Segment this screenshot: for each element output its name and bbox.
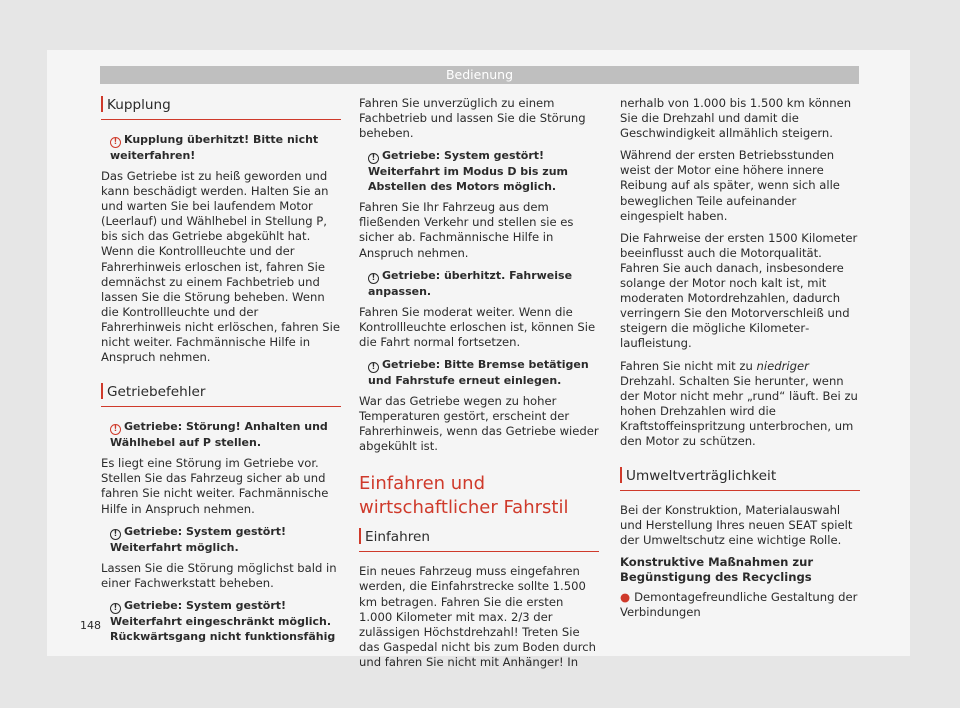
paragraph: Fahren Sie nicht mit zu niedriger Drehzahl. Schalten Sie herunter, wenn der Motor nicht mehr „rund“ läuft. Bei zu hohen Drehzahlen wird die Kraftstoffeinspritzung unterbrochen, um den Motor zu schützen.	[620, 358, 858, 448]
chapter-title: Einfahren und wirtschaftlicher Fahrstil	[359, 473, 569, 519]
warning-getriebe-stoerung: ! Getriebe: Störung! Anhalten und Wählhebel auf P stellen.	[110, 420, 328, 450]
paragraph: War das Getriebe wegen zu hoher Temperaturen gestört, erscheint der Fahrerhinweis, wenn das Getriebe wieder abgekühlt ist.	[359, 393, 599, 454]
column-middle	[359, 96, 599, 677]
paragraph: Fahren Sie unverzüglich zu einem Fachbetrieb und lassen Sie die Störung beheben.	[359, 96, 586, 141]
section-heading-einfahren: Einfahren	[359, 528, 599, 552]
warning-icon: !	[368, 362, 379, 373]
warning-red-icon: !	[110, 424, 121, 435]
warning-modus-d: ! Getriebe: System gestört! Weiterfahrt im Modus D bis zum Abstellen des Motors möglich.	[368, 149, 568, 194]
section-heading-umwelt: Umweltverträglichkeit	[620, 467, 860, 491]
column-right	[620, 96, 860, 620]
paragraph: nerhalb von 1.000 bis 1.500 km können Sie die Drehzahl und damit die Geschwindigkeit allmählich steigern.	[620, 96, 852, 141]
manual-page	[47, 50, 910, 669]
list-item: ● Demontagefreundliche Gestaltung der Verbindungen	[620, 589, 858, 619]
column-left	[101, 96, 341, 650]
paragraph: Lassen Sie die Störung möglichst bald in einer Fachwerkstatt beheben.	[101, 560, 337, 590]
page-number: 148	[80, 619, 101, 632]
paragraph: Fahren Sie Ihr Fahrzeug aus dem fließenden Verkehr und stellen sie es sicher ab. Fachmännische Hilfe in Anspruch nehmen.	[359, 200, 574, 260]
section-header: Bedienung	[100, 66, 859, 84]
section-heading-kupplung: Kupplung	[101, 96, 341, 120]
bullet-icon: ●	[620, 589, 631, 604]
warning-ueberhitzt: ! Getriebe: überhitzt. Fahrweise anpassen.	[368, 268, 573, 298]
paragraph: Ein neues Fahrzeug muss eingefahren werden, die Einfahrstrecke sollte 1.500 km betragen. Fahren Sie die ersten 1.000 Kilometer mit max. 2/3 der zulässigen Höchstdrehzahl! Treten Sie das Gaspedal nicht bis zum Boden durch und fahren Sie nicht mit Anhänger! In	[359, 564, 596, 669]
warning-red-icon: !	[110, 137, 121, 148]
subheading-recycling: Konstruktive Maßnahmen zur Begünstigung des Recyclings	[620, 555, 814, 585]
warning-icon: !	[368, 273, 379, 284]
paragraph: Das Getriebe ist zu heiß geworden und kann beschädigt werden. Halten Sie an und warten Sie bei laufendem Motor (Leerlauf) und Wählhebel in Stellung P, bis sich das Getriebe abgekühlt hat. Wenn die Kontrollleuchte und der Fahrerhinweis erloschen ist, fahren Sie demnächst zu einem Fachbetrieb und lassen Sie die Störung beheben. Wenn die Kontrollleuchte und der Fahrerhinweis nicht erlöschen, fahren Sie nicht weiter. Fachmännische Hilfe in Anspruch nehmen.	[101, 169, 341, 365]
warning-icon: !	[110, 529, 121, 540]
warning-icon: !	[110, 603, 121, 614]
paragraph: Fahren Sie moderat weiter. Wenn die Kontrollleuchte erloschen ist, können Sie die Fahrt normal fortsetzen.	[359, 304, 596, 349]
section-heading-getriebefehler: Getriebefehler	[101, 383, 341, 407]
warning-system-gestoert: ! Getriebe: System gestört! Weiterfahrt möglich.	[110, 524, 287, 554]
paragraph: Bei der Konstruktion, Materialauswahl und Herstellung Ihres neuen SEAT spielt der Umweltschutz eine wichtige Rolle.	[620, 503, 853, 548]
warning-icon: !	[368, 153, 379, 164]
paragraph: Während der ersten Betriebsstunden weist der Motor eine höhere innere Reibung auf als später, wenn sich alle beweglichen Teile aufeinander eingespielt haben.	[620, 148, 840, 223]
warning-bremse: ! Getriebe: Bitte Bremse betätigen und Fahrstufe erneut einlegen.	[368, 357, 589, 387]
warning-weiterfahrt-eingeschraenkt: ! Getriebe: System gestört! Weiterfahrt eingeschränkt möglich. Rückwärtsgang nicht funktionsfähig	[110, 598, 336, 643]
warning-kupplung: ! Kupplung überhitzt! Bitte nicht weiterfahren!	[110, 133, 319, 162]
paragraph: Die Fahrweise der ersten 1500 Kilometer beeinflusst auch die Motorqualität. Fahren Sie auch danach, insbesondere solange der Motor noch kalt ist, mit moderaten Motordrehzahlen, dadurch verringern Sie den Motorverschleiß und steigern die mögliche Kilometerlaufleistung.	[620, 230, 858, 351]
paragraph: Es liegt eine Störung im Getriebe vor. Stellen Sie das Fahrzeug sicher ab und fahren Sie nicht weiter. Fachmännische Hilfe in Anspruch nehmen.	[101, 456, 329, 516]
